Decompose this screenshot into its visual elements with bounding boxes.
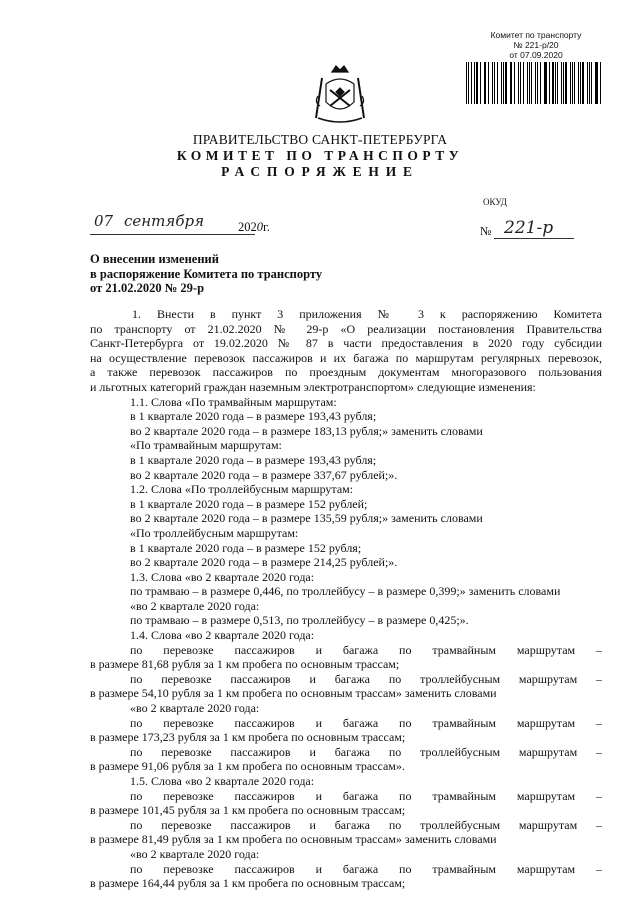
body-line: 1.2. Слова «По троллейбусным маршрутам: — [130, 482, 354, 497]
body-line: в размере 173,23 рубля за 1 км пробега по основным трассам; — [90, 730, 406, 745]
committee-name: КОМИТЕТ ПО ТРАНСПОРТУ — [176, 148, 464, 163]
barcode-bar — [535, 62, 536, 104]
barcode-bar — [570, 62, 571, 104]
barcode-bar — [468, 62, 469, 104]
stamp-committee: Комитет по транспорту — [490, 30, 582, 40]
barcode-bar — [574, 62, 575, 104]
stamp-number: № 221-р/20 — [513, 40, 559, 50]
body-line: по перевозке пассажиров и багажа по трамвайным маршрутам – — [130, 715, 602, 730]
document-subject — [90, 252, 322, 296]
body-line: в 1 квартале 2020 года – в размере 152 рублей; — [130, 496, 368, 511]
barcode-bar — [476, 62, 478, 104]
barcode-bar — [582, 62, 583, 104]
number-underline — [494, 238, 574, 239]
body-line: по трамваю – в размере 0,513, по троллейбусу – в размере 0,425;». — [130, 613, 469, 628]
subject-line: от 21.02.2020 № 29-р — [90, 281, 205, 295]
government-name: ПРАВИТЕЛЬСТВО САНКТ-ПЕТЕРБУРГА — [192, 132, 448, 147]
body-line: по перевозке пассажиров и багажа по троллейбусным маршрутам – — [130, 744, 602, 759]
barcode-bar — [580, 62, 581, 104]
document-body — [90, 307, 602, 891]
body-line: во 2 квартале 2020 года – в размере 183,13 рубля;» заменить словами — [130, 423, 483, 438]
body-line: 1.1. Слова «По трамвайным маршрутам: — [130, 394, 337, 409]
barcode-bar — [578, 62, 579, 104]
coat-of-arms-emblem — [312, 62, 368, 128]
barcode-bar — [557, 62, 558, 104]
body-line: «во 2 квартале 2020 года: — [130, 701, 260, 716]
date-year — [238, 220, 270, 235]
barcode-bar — [514, 62, 515, 104]
body-line: в размере 101,45 рубля за 1 км пробега по основным трассам; — [90, 803, 406, 818]
barcode-bar — [466, 62, 467, 104]
barcode-bar — [552, 62, 553, 104]
date-month-handwritten: сентября — [124, 212, 205, 230]
barcode-bar — [595, 62, 596, 104]
barcode-bar — [505, 62, 506, 104]
body-line: во 2 квартале 2020 года – в размере 337,67 рублей;». — [130, 467, 398, 482]
barcode-bar — [492, 62, 493, 104]
body-line: по перевозке пассажиров и багажа по трамвайным маршрутам – — [130, 642, 602, 657]
date-suffix: г. — [263, 220, 270, 234]
body-line: «во 2 квартале 2020 года: — [130, 846, 260, 861]
number-field — [480, 218, 575, 244]
body-line: Санкт-Петербурга от 19.02.2020 № 87 в части предоставления в 2020 году субсидии — [90, 336, 602, 351]
body-line: 1. Внести в пункт 3 приложения № 3 к распоряжению Комитета — [132, 307, 602, 321]
barcode — [466, 62, 604, 104]
date-year-handwritten: 0 — [256, 220, 263, 234]
body-line: на осуществление перевозок пассажиров и их багажа по маршрутам регулярных перевозок, — [90, 350, 602, 365]
barcode-bar — [474, 62, 475, 104]
body-line: по перевозке пассажиров и багажа по троллейбусным маршрутам – — [130, 671, 602, 686]
barcode-bar — [589, 62, 590, 104]
date-year-printed: 202 — [238, 220, 257, 234]
body-line: а также перевозок пассажиров по проездным документам многоразового пользования — [90, 365, 602, 380]
barcode-bar — [531, 62, 532, 104]
barcode-bar — [549, 62, 550, 104]
body-line: в размере 81,68 рубля за 1 км пробега по основным трассам; — [90, 657, 400, 672]
barcode-bar — [518, 62, 520, 104]
body-line: в размере 164,44 рубля за 1 км пробега по основным трассам; — [90, 876, 406, 891]
barcode-bar — [529, 62, 530, 104]
date-underline — [90, 234, 255, 235]
subject-line: О внесении изменений — [90, 252, 219, 266]
barcode-bar — [511, 62, 512, 104]
barcode-bar — [494, 62, 495, 104]
barcode-bar — [563, 62, 564, 104]
body-line: в 1 квартале 2020 года – в размере 193,43 рубля; — [130, 409, 377, 424]
barcode-bar — [497, 62, 499, 104]
document-type: РАСПОРЯЖЕНИЕ — [221, 164, 419, 179]
body-line: во 2 квартале 2020 года – в размере 214,25 рублей;». — [130, 555, 398, 570]
barcode-bar — [503, 62, 504, 104]
barcode-bar — [471, 62, 472, 104]
body-line: 1.4. Слова «во 2 квартале 2020 года: — [130, 628, 315, 643]
body-line: во 2 квартале 2020 года – в размере 135,59 рубля;» заменить словами — [130, 511, 483, 526]
body-line: в 1 квартале 2020 года – в размере 193,43 рубля; — [130, 452, 377, 467]
barcode-bar — [501, 62, 502, 104]
barcode-bar — [587, 62, 588, 104]
body-line: по перевозке пассажиров и багажа по троллейбусным маршрутам – — [130, 817, 602, 832]
body-line: по перевозке пассажиров и багажа по трамвайным маршрутам – — [130, 788, 602, 803]
date-day-handwritten: 07 — [94, 212, 114, 230]
date-field — [90, 212, 270, 238]
barcode-bar — [545, 62, 547, 104]
body-line: и льготных категорий граждан наземным электротранспортом» следующие изменения: — [90, 379, 536, 394]
body-line: в размере 91,06 рубля за 1 км пробега по основным трассам». — [90, 759, 405, 774]
barcode-bar — [555, 62, 556, 104]
body-line: 1.5. Слова «во 2 квартале 2020 года: — [130, 774, 315, 788]
body-line: «По трамвайным маршрутам: — [130, 438, 282, 453]
barcode-bar — [484, 62, 485, 104]
body-line: 1.3. Слова «во 2 квартале 2020 года: — [130, 569, 315, 584]
number-handwritten: 221-р — [504, 218, 554, 238]
barcode-bar — [527, 62, 528, 104]
subject-line: в распоряжение Комитета по транспорту — [90, 266, 323, 281]
body-line: «во 2 квартале 2020 года: — [130, 598, 260, 613]
body-line: по трамваю – в размере 0,446, по троллейбусу – в размере 0,399;» заменить словами — [130, 584, 561, 599]
body-line: «По троллейбусным маршрутам: — [130, 525, 299, 540]
barcode-bar — [488, 62, 489, 104]
barcode-bar — [510, 62, 511, 104]
stamp-date: от 07.09.2020 — [509, 50, 563, 60]
body-line: по перевозке пассажиров и багажа по трамвайным маршрутам – — [130, 861, 602, 876]
barcode-bar — [540, 62, 541, 104]
barcode-bar — [600, 62, 601, 104]
barcode-bar — [537, 62, 538, 104]
okud-label: ОКУД — [483, 197, 507, 207]
barcode-bar — [544, 62, 545, 104]
barcode-bar — [596, 62, 598, 104]
barcode-bar — [480, 62, 481, 104]
barcode-bar — [523, 62, 524, 104]
registration-stamp — [466, 30, 606, 104]
number-prefix: № — [480, 224, 492, 238]
body-line: по транспорту от 21.02.2020 № 29-р «О реализации постановления Правительства — [90, 321, 602, 336]
barcode-bar — [572, 62, 573, 104]
barcode-bar — [520, 62, 521, 104]
barcode-bar — [485, 62, 486, 104]
barcode-bar — [565, 62, 567, 104]
barcode-bar — [591, 62, 592, 104]
barcode-bar — [561, 62, 562, 104]
body-line: в размере 54,10 рубля за 1 км пробега по основным трассам» заменить словами — [90, 686, 497, 701]
body-line: в 1 квартале 2020 года – в размере 152 рубля; — [130, 540, 362, 555]
body-line: в размере 81,49 рубля за 1 км пробега по основным трассам» заменить словами — [90, 832, 497, 847]
